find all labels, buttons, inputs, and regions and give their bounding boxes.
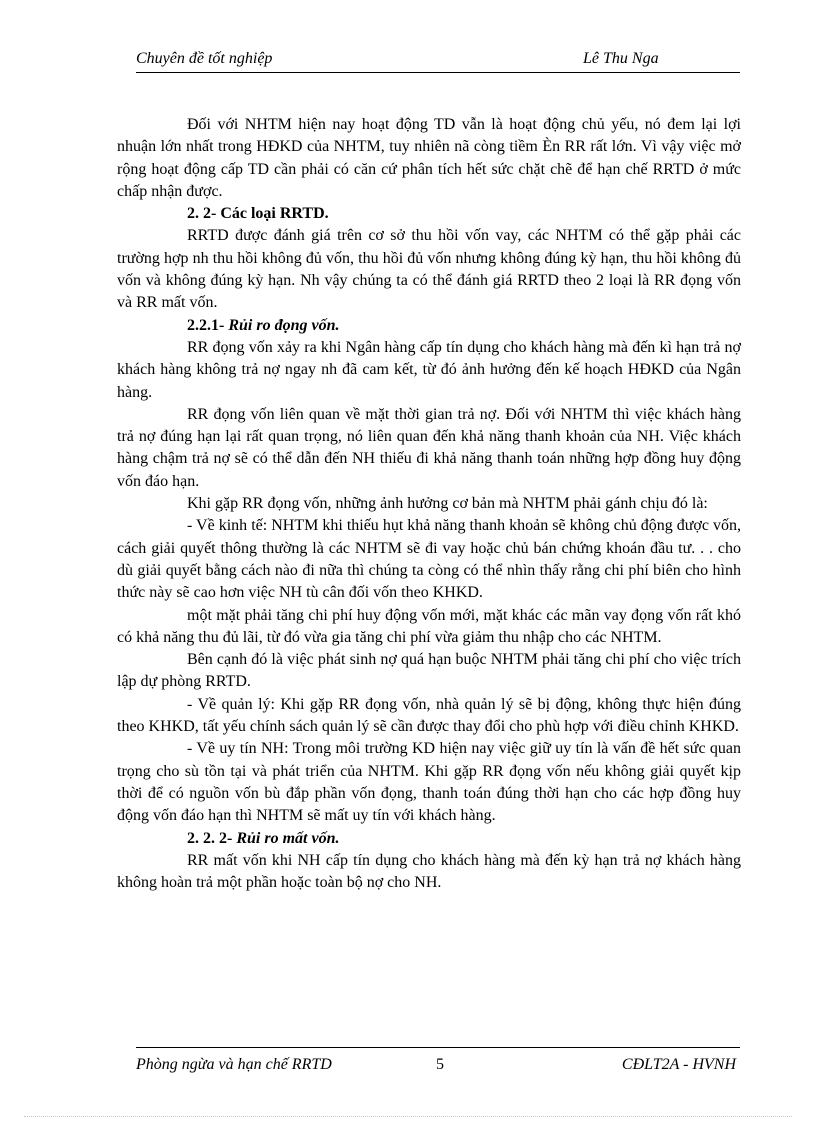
section-number: 2. 2. 2- [187, 829, 237, 847]
paragraph: - Về quản lý: Khi gặp RR đọng vốn, nhà quản lý sẽ bị động, không thực hiện đúng theo KHKD, tất yếu chính sách quản lý sẽ cần được thay đổi cho phù hợp với điều chỉnh KHKD. [117, 695, 741, 736]
section-heading [117, 203, 741, 225]
footer-topic: Phòng ngừa và hạn chế RRTD [136, 1056, 332, 1073]
section-heading [117, 828, 741, 850]
paragraph: RR mất vốn khi NH cấp tín dụng cho khách hàng mà đến kỳ hạn trả nợ khách hàng không hoàn trả một phần hoặc toàn bộ nợ cho NH. [117, 851, 741, 892]
paragraph: Đối với NHTM hiện nay hoạt động TD vẫn là hoạt động chủ yếu, nó đem lại lợi nhuận lớn nhất trong HĐKD của NHTM, tuy nhiên nã còng tiềm Èn RR rất lớn. Vì vậy việc mở rộng hoạt động cấp TD cần phải có căn cứ phân tích hết sức chặt chẽ để hạn chế RRTD ở mức chấp nhận được. [117, 116, 741, 200]
section-title: Các loại RRTD. [220, 205, 329, 223]
paragraph: RR đọng vốn liên quan về mặt thời gian trả nợ. Đối với NHTM thì việc khách hàng trả nợ đúng hạn lại rất quan trọng, nó liên quan đến khả năng thanh khoản của NH. Việc khách hàng chậm trả nợ sẽ có thể dẫn đến NH thiếu đi khả năng thanh toán những hợp đồng huy động vốn đáo hạn. [117, 405, 741, 490]
paragraph: RR đọng vốn xảy ra khi Ngân hàng cấp tín dụng cho khách hàng mà đến kì hạn trả nợ khách hàng không trả nợ ngay nh đã cam kết, từ đó ảnh hưởng đến kế hoạch HĐKD của Ngân hàng. [117, 338, 741, 401]
paragraph: Khi gặp RR đọng vốn, những ảnh hưởng cơ bản mà NHTM phải gánh chịu đó là: [187, 495, 708, 513]
section-heading [117, 315, 741, 337]
footer-class-code: CĐLT2A - HVNH [621, 1056, 736, 1073]
page-bottom-divider [24, 1116, 792, 1117]
header-document-title: Chuyên đề tốt nghiệp [136, 50, 273, 67]
section-title: Rủi ro mất vốn. [236, 829, 340, 847]
paragraph: RRTD được đánh giá trên cơ sở thu hồi vốn vay, các NHTM có thể gặp phải các trường hợp nh thu hồi không đủ vốn, thu hồi đủ vốn nhưng không đúng kỳ hạn, thu hồi không đủ vốn và không đúng kỳ hạn. Nh vậy chúng ta có thể đánh giá RRTD theo 2 loại là RR đọng vốn và RR mất vốn. [117, 227, 741, 312]
page-number: 5 [436, 1056, 444, 1073]
paragraph: một mặt phải tăng chi phí huy động vốn mới, mặt khác các mãn vay đọng vốn rất khó có khả năng thu đủ lãi, từ đó vừa gia tăng chi phí vừa giảm thu nhập cho các NHTM. [117, 606, 741, 646]
section-title: Rủi ro đọng vốn. [228, 316, 340, 334]
document-body [117, 114, 741, 894]
paragraph: - Về uy tín NH: Trong môi trường KD hiện nay việc giữ uy tín là vấn đề hết sức quan trọng cho sù tồn tại và phát triển của NHTM. Khi gặp RR đọng vốn nếu không giải quyết kịp thời để có nguồn vốn bù đắp phần vốn đọng, thanh toán đúng thời hạn cho các hợp đồng huy động vốn đáo hạn thì NHTM sẽ mất uy tín với khách hàng. [117, 740, 741, 825]
section-number: 2.2.1- [187, 316, 229, 334]
page-header [136, 50, 740, 73]
paragraph: - Về kinh tế: NHTM khi thiếu hụt khả năng thanh khoản sẽ không chủ động được vốn, cách giải quyết thông thường là các NHTM sẽ đi vay hoặc chủ bán chứng khoán đầu tư. . . cho dù giải quyết bằng cách nào đi nữa thì chúng ta còng có thể nhìn thấy rằng chi phí biên cho hình thức này sẽ cao hơn việc NH tù cân đối vốn theo KHKD. [117, 517, 741, 602]
section-number: 2. 2- [187, 205, 221, 223]
page-footer [136, 1047, 740, 1074]
header-author: Lê Thu Nga [583, 50, 659, 67]
paragraph: Bên cạnh đó là việc phát sinh nợ quá hạn buộc NHTM phải tăng chi phí cho việc trích lập dự phòng RRTD. [117, 651, 741, 691]
